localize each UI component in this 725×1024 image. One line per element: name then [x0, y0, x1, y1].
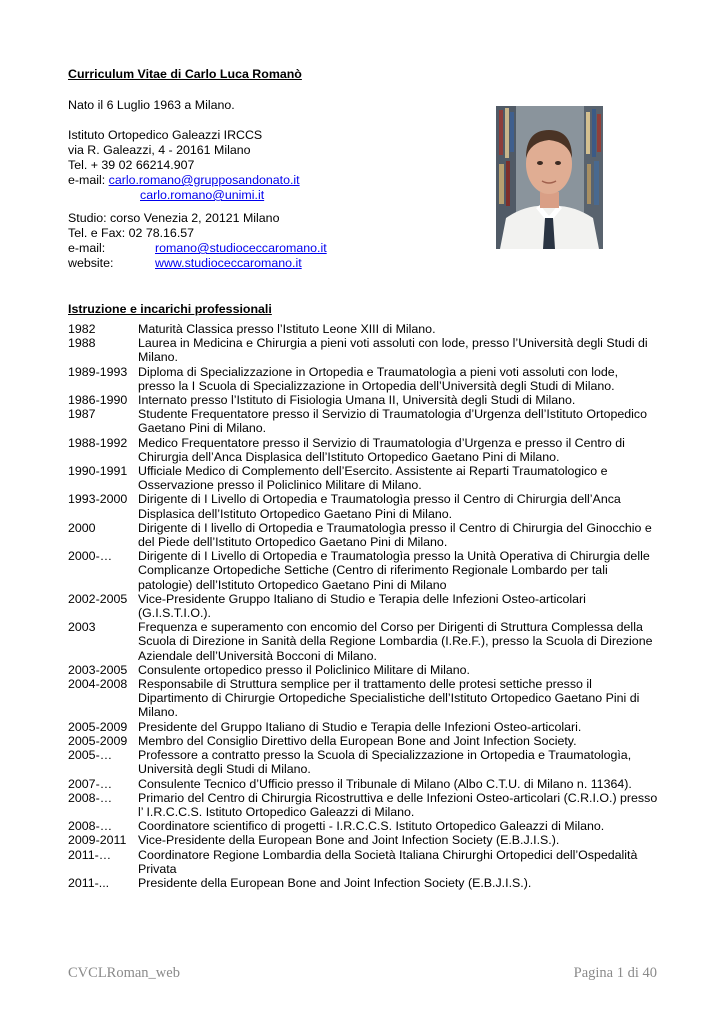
education-list	[68, 322, 658, 890]
entry-year: 2007-…	[68, 776, 113, 791]
entry-row	[68, 777, 658, 791]
entry-description: Coordinatore Regione Lombardia della Società Italiana Chirurghi Ortopedici dell’Ospedalità Privata	[138, 847, 638, 876]
entry-description: Laurea in Medicina e Chirurgia a pieni voti assoluti con lode, presso l’Università degli Studi di Milano.	[138, 336, 648, 365]
institute-name: Istituto Ortopedico Galeazzi IRCCS	[68, 128, 263, 142]
studio-website-link[interactable]: www.studioceccaromano.it	[155, 256, 302, 270]
institute-email-line-2	[68, 188, 300, 203]
entry-description: Studente Frequentatore presso il Servizio di Traumatologia d’Urgenza dell’Istituto Ortopedico Gaetano Pini di Milano.	[138, 407, 647, 436]
institute-address: via R. Galeazzi, 4 - 20161 Milano	[68, 143, 251, 157]
entry-year: 2002-2005	[68, 591, 128, 606]
portrait-photo	[496, 106, 603, 249]
entry-year: 1988	[68, 336, 96, 351]
studio-website-label: website:	[68, 256, 114, 270]
entry-description: Dirigente di I Livello di Ortopedia e Traumatologìa presso il Centro di Chirurgia dell’Anca Displasica dell’Istituto Ortopedico Gaetano Pini di Milano.	[138, 492, 621, 521]
entry-year: 2009-2011	[68, 833, 127, 848]
entry-year: 1988-1992	[68, 435, 128, 450]
entry-year: 2000	[68, 520, 96, 535]
studio-email-link[interactable]: romano@studioceccaromano.it	[155, 241, 327, 255]
entry-description: Internato presso l’Istituto di Fisiologia Umana II, Università degli Studi di Milano.	[138, 393, 576, 408]
entry-year: 2008-…	[68, 819, 113, 834]
entry-description: Vice-Presidente della European Bone and Joint Infection Society (E.B.J.I.S.).	[138, 833, 560, 848]
entry-year: 1986-1990	[68, 393, 128, 408]
entry-year: 2004-2008	[68, 677, 128, 692]
institute-email-link-1[interactable]: carlo.romano@grupposandonato.it	[108, 173, 300, 187]
entry-row	[68, 521, 658, 549]
entry-row	[68, 365, 658, 393]
birth-line: Nato il 6 Luglio 1963 a Milano.	[68, 98, 235, 112]
institute-phone: Tel. + 39 02 66214.907	[68, 158, 195, 172]
entry-row	[68, 492, 658, 520]
entry-row	[68, 734, 658, 748]
entry-row	[68, 620, 658, 663]
studio-phone: Tel. e Fax: 02 78.16.57	[68, 226, 195, 240]
entry-description: Diploma di Specializzazione in Ortopedia e Traumatologìa a pieni voti assoluti con lode, presso la I Scuola di Specializzazione in Ortopedia dell’Università degli Studi di Milano.	[138, 364, 619, 393]
institute-email-link-2[interactable]: carlo.romano@unimi.it	[140, 188, 265, 202]
entry-year: 1993-2000	[68, 492, 128, 507]
entry-row	[68, 336, 658, 364]
studio-website-line	[68, 256, 327, 271]
footer-page-number: Pagina 1 di 40	[573, 965, 657, 981]
entry-row	[68, 592, 658, 620]
entry-row	[68, 464, 658, 492]
entry-year: 2008-…	[68, 790, 113, 805]
entry-year: 2003	[68, 620, 96, 635]
studio-address: Studio: corso Venezia 2, 20121 Milano	[68, 211, 280, 225]
studio-contact	[68, 211, 327, 271]
entry-description: Coordinatore scientifico di progetti - I.R.C.C.S. Istituto Ortopedico Galeazzi di Milano.	[138, 819, 605, 834]
entry-description: Membro del Consiglio Direttivo della European Bone and Joint Infection Society.	[138, 733, 577, 748]
entry-row	[68, 848, 658, 876]
institute-email-line	[68, 173, 300, 188]
entry-year: 2011-…	[68, 847, 112, 862]
entry-row	[68, 393, 658, 407]
studio-email-label: e-mail:	[68, 241, 106, 255]
entry-description: Dirigente di I livello di Ortopedia e Traumatologìa presso il Centro di Chirurgia del Ginocchio e del Piede dell’Istituto Ortopedico Gaetano Pini di Milano.	[138, 520, 652, 550]
entry-year: 2005-…	[68, 748, 113, 763]
entry-year: 2011-...	[68, 875, 110, 890]
institute-contact	[68, 128, 300, 203]
entry-year: 1982	[68, 322, 96, 336]
entry-row	[68, 833, 658, 847]
entry-description: Presidente della European Bone and Joint Infection Society (E.B.J.I.S.).	[138, 875, 532, 890]
entry-description: Maturità Classica presso l’Istituto Leone XIII di Milano.	[138, 322, 436, 336]
entry-description: Consulente Tecnico d’Ufficio presso il Tribunale di Milano (Albo C.T.U. di Milano n. 11364).	[138, 776, 632, 791]
entry-row	[68, 791, 658, 819]
entry-description: Frequenza e superamento con encomio del Corso per Dirigenti di Struttura Complessa della Scuola di Direzione in Sanità della Regione Lombardia (I.Re.F.), presso la Scuola di Direzione Aziendale dell’Università Bocconi di Milano.	[138, 620, 653, 663]
entry-year: 1989-1993	[68, 364, 128, 379]
entry-row	[68, 549, 658, 592]
entry-description: Ufficiale Medico di Complemento dell’Esercito. Assistente ai Reparti Traumatologico e Osservazione presso il Policlinico Militare di Milano.	[138, 464, 608, 493]
entry-year: 2005-2009	[68, 719, 128, 734]
entry-description: Professore a contratto presso la Scuola di Specializzazione in Ortopedia e Traumatologìa, Università degli Studi di Milano.	[138, 748, 632, 777]
entry-row	[68, 436, 658, 464]
footer-filename: CVCLRoman_web	[68, 965, 180, 981]
entry-row	[68, 677, 658, 720]
studio-email-line	[68, 241, 327, 256]
document-title: Curriculum Vitae di Carlo Luca Romanò	[68, 67, 302, 81]
institute-email-label: e-mail:	[68, 173, 109, 187]
entry-description: Vice-Presidente Gruppo Italiano di Studio e Terapia delle Infezioni Osteo-articolari (G.I.S.T.I.O.).	[138, 591, 586, 621]
entry-year: 2005-2009	[68, 733, 128, 748]
entry-row	[68, 819, 658, 833]
entry-row	[68, 322, 658, 336]
entry-year: 2003-2005	[68, 662, 128, 677]
entry-description: Dirigente di I Livello di Ortopedia e Traumatologìa presso la Unità Operativa di Chirurgia delle Complicanze Ortopediche Settiche (Centro di riferimento Regionale Lombardo per tali patologie) dell’Istituto Ortopedico Gaetano Pini di Milano	[138, 549, 650, 592]
entry-description: Medico Frequentatore presso il Servizio di Traumatologia d’Urgenza e presso il Centro di Chirurgia dell’Anca Displasica dell’Istituto Ortopedico Gaetano Pini di Milano.	[138, 435, 625, 464]
entry-year: 2000-…	[68, 549, 113, 564]
entry-row	[68, 720, 658, 734]
entry-description: Responsabile di Struttura semplice per il trattamento delle protesi settiche presso il Dipartimento di Chirurgie Ortopediche Specialistiche dell’Istituto Ortopedico Gaetano Pini di Milano.	[138, 677, 640, 720]
entry-description: Primario del Centro di Chirurgia Ricostruttiva e delle Infezioni Osteo-articolari (C.R.I.O.) presso l’ I.R.C.C.S. Istituto Ortopedico Galeazzi di Milano.	[138, 790, 658, 819]
entry-year: 1990-1991	[68, 464, 128, 479]
entry-description: Presidente del Gruppo Italiano di Studio e Terapia delle Infezioni Osteo-articolari.	[138, 719, 582, 734]
entry-row	[68, 748, 658, 776]
entry-description: Consulente ortopedico presso il Policlinico Militare di Milano.	[138, 662, 470, 677]
entry-row	[68, 876, 658, 890]
entry-year: 1987	[68, 407, 96, 422]
birth-info	[68, 98, 235, 113]
section-title: Istruzione e incarichi professionali	[68, 302, 272, 316]
entry-row	[68, 407, 658, 435]
entry-row	[68, 663, 658, 677]
